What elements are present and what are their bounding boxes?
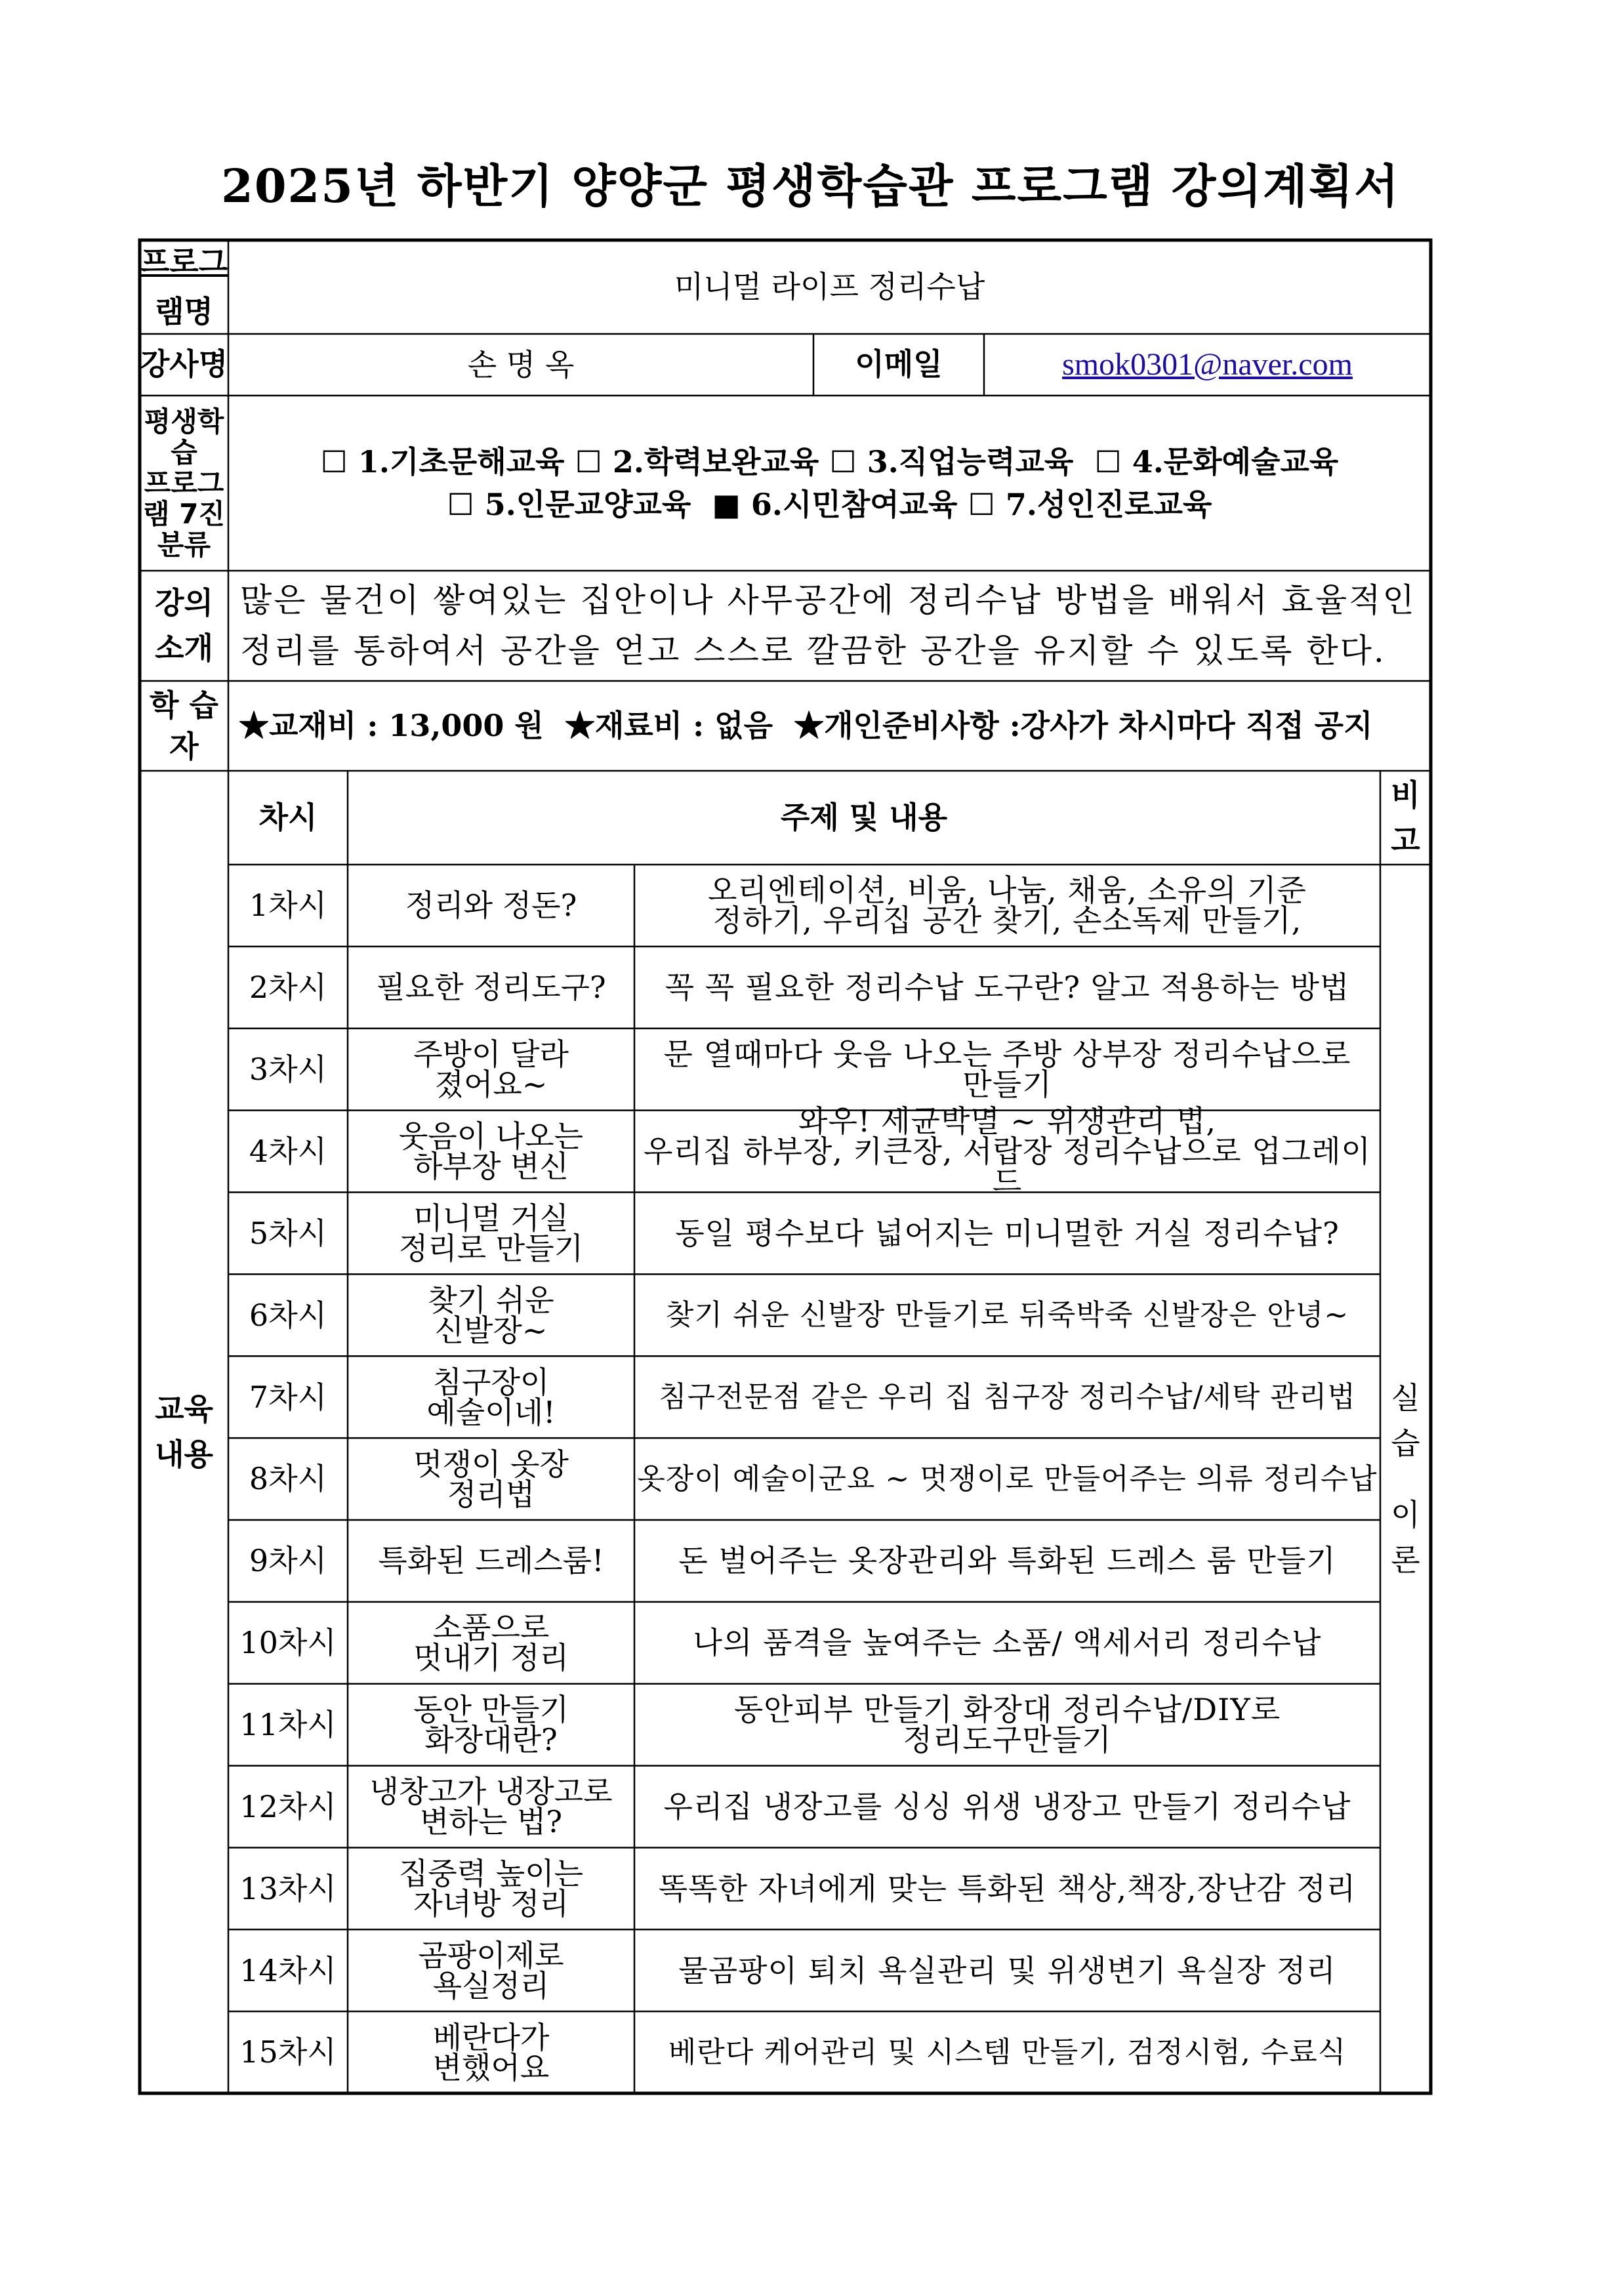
note-header (1380, 771, 1431, 865)
checkbox-icon: ☐ (829, 444, 857, 480)
category-option[interactable] (1094, 444, 1338, 480)
intro-label-line2: 소개 (155, 630, 213, 666)
session-title (348, 2011, 634, 2093)
session-title-line: 하부장 변신 (413, 1149, 569, 1185)
session-content-line: 베란다 케어관리 및 시스템 만들기, 검정시험, 수료식 (668, 2035, 1347, 2069)
content-label-line1: 교육 (155, 1391, 213, 1427)
session-content-line: 동일 평수보다 넓어지는 미니멀한 거실 정리수납? (675, 1215, 1340, 1251)
session-number: 14차시 (239, 1952, 337, 1988)
program-name-value: 미니멀 라이프 정리수납 (674, 268, 985, 304)
session-title-line: 동안 만들기 (413, 1692, 569, 1728)
session-title (348, 1356, 634, 1438)
session-title (348, 947, 634, 1029)
session-title-line: 예술이네! (426, 1394, 556, 1430)
remarks-cell (1380, 865, 1431, 2093)
session-content-line: 우리집 냉장고를 싱싱 위생 냉장고 만들기 정리수납 (663, 1788, 1351, 1824)
category-option[interactable] (575, 444, 819, 480)
session-title-line: 집중력 높이는 (398, 1855, 584, 1891)
session-content (634, 1847, 1380, 1929)
session-title-line: 자녀방 정리 (413, 1885, 569, 1921)
session-header: 차시 (258, 799, 318, 835)
session-content-line: 물곰팡이 퇴치 욕실관리 및 위생변기 욕실장 정리 (678, 1952, 1336, 1988)
session-number: 7차시 (249, 1379, 327, 1415)
session-title (348, 1111, 634, 1193)
session-number: 8차시 (249, 1461, 327, 1497)
session-title (348, 1274, 634, 1356)
note-header-line2: 고 (1391, 822, 1420, 858)
category-label-line1: 평생학 (144, 405, 224, 438)
intro-label-line1: 강의 (155, 585, 213, 621)
session-content (634, 1029, 1380, 1111)
session-title-line: 멋쟁이 옷장 (413, 1446, 569, 1482)
category-option[interactable] (712, 487, 957, 522)
session-content-line: 우리집 하부장, 키큰장, 서랍장 정리수납으로 업그레이드 (644, 1134, 1371, 1200)
topic-header: 주제 및 내용 (780, 799, 948, 835)
category-option[interactable] (447, 487, 691, 522)
session-title-line: 변하는 법? (419, 1803, 563, 1839)
session-title-line: 주방이 달라 (413, 1036, 569, 1073)
session-content-line: 만들기 (962, 1067, 1052, 1103)
checkbox-checked-icon: ■ (712, 486, 741, 522)
session-content-line: 찾기 쉬운 신발장 만들기로 뒤죽박죽 신발장은 안녕~ (665, 1298, 1349, 1332)
program-name-label-line2: 램명 (155, 293, 213, 329)
session-content-line: 정리도구만들기 (903, 1722, 1112, 1758)
session-content-line: 꼭 꼭 필요한 정리수납 도구란? 알고 적용하는 방법 (665, 970, 1350, 1006)
session-title (348, 1847, 634, 1929)
session-title (348, 1684, 634, 1766)
session-title-line: 욕실정리 (432, 1967, 550, 2003)
session-content (634, 2011, 1380, 2093)
checkbox-icon: ☐ (320, 444, 348, 480)
session-number: 2차시 (249, 970, 327, 1006)
session-title-line: 정리법 (447, 1476, 535, 1512)
session-title-line: 정리와 정돈? (405, 888, 577, 924)
session-number: 3차시 (249, 1052, 327, 1088)
content-label-line2: 내용 (155, 1437, 213, 1472)
session-title-line: 웃음이 나오는 (398, 1118, 584, 1155)
session-title-line: 냉창고가 냉장고로 (369, 1773, 613, 1809)
session-content (634, 1438, 1380, 1520)
session-content-line: 침구전문점 같은 우리 집 침구장 정리수납/세탁 관리법 (659, 1380, 1356, 1414)
learner-label-line1: 학 습 (150, 687, 218, 724)
session-title-line: 변했어요 (432, 2049, 550, 2085)
category-line-1 (321, 441, 1339, 483)
checkbox-icon: ☐ (1094, 444, 1122, 480)
session-title (348, 1192, 634, 1274)
session-title (348, 1602, 634, 1684)
session-number: 1차시 (249, 888, 327, 924)
category-line-2 (447, 483, 1212, 525)
session-content (634, 947, 1380, 1029)
email-link[interactable]: smok0301@naver.com (1062, 346, 1353, 382)
session-content-line: 나의 품격을 높여주는 소품/ 액세서리 정리수납 (693, 1625, 1322, 1661)
instructor-name: 손 명 옥 (467, 346, 575, 382)
intro-text-line2: 정리를 통하여서 공간을 얻고 스스로 깔끔한 공간을 유지할 수 있도록 한다. (240, 632, 1386, 670)
checkbox-icon: ☐ (968, 486, 995, 522)
learner-label (140, 681, 228, 771)
session-content-line: 문 열때마다 웃음 나오는 주방 상부장 정리수납으로 (663, 1036, 1351, 1073)
session-title-line: 졌어요~ (434, 1067, 548, 1103)
session-number: 6차시 (249, 1297, 327, 1333)
instructor-label: 강사명 (140, 346, 228, 382)
session-title-line: 화장대란? (424, 1722, 558, 1758)
intro-text (228, 571, 1431, 681)
session-title-line: 찾기 쉬운 (428, 1282, 554, 1318)
category-label-line5: 분류 (157, 529, 211, 562)
category-option-label: 4.문화예술교육 (1132, 444, 1339, 480)
session-content-line: 동안피부 만들기 화장대 정리수납/DIY로 (733, 1692, 1281, 1728)
session-title-line: 미니멀 거실 (413, 1200, 569, 1236)
intro-label (140, 571, 228, 681)
session-title-line: 곰팡이제로 (418, 1937, 564, 1973)
session-number: 12차시 (239, 1788, 337, 1824)
session-number: 15차시 (239, 2034, 337, 2070)
remarks-char: 실 (1391, 1380, 1420, 1416)
session-content (634, 1766, 1380, 1848)
session-number: 10차시 (239, 1625, 337, 1661)
category-label (140, 396, 228, 571)
session-content (634, 865, 1380, 947)
session-title-line: 소품으로 (432, 1610, 550, 1646)
learner-label-line2: 자 (169, 728, 199, 764)
category-label-line2: 습 (171, 436, 197, 468)
category-option[interactable] (321, 444, 565, 480)
session-content (634, 1602, 1380, 1684)
category-option[interactable] (968, 487, 1212, 522)
program-name-label (140, 240, 228, 334)
category-option-label: 5.인문교양교육 (484, 486, 691, 522)
session-content-line: 돈 벌어주는 옷장관리와 특화된 드레스 룸 만들기 (678, 1543, 1336, 1579)
session-content (634, 1520, 1380, 1602)
session-content (634, 1929, 1380, 2011)
session-number: 13차시 (239, 1870, 337, 1906)
checkbox-icon: ☐ (575, 444, 602, 480)
session-title (348, 865, 634, 947)
session-title-line: 특화된 드레스룸! (378, 1543, 604, 1579)
category-option-label: 6.시민참여교육 (750, 486, 958, 522)
session-title-line: 정리로 만들기 (398, 1230, 584, 1266)
remarks-char: 습 (1391, 1425, 1420, 1461)
session-content-line: 와우! 세균박멸 ~ 위생관리 법, (798, 1103, 1216, 1139)
category-label-line4: 램 7진 (143, 498, 225, 531)
session-content (634, 1684, 1380, 1766)
document-title: 2025년 하반기 양양군 평생학습관 프로그램 강의계획서 (221, 159, 1400, 213)
checkbox-icon: ☐ (447, 486, 474, 522)
session-content (634, 1274, 1380, 1356)
remarks-char: 론 (1391, 1542, 1420, 1578)
session-title (348, 1438, 634, 1520)
session-number: 11차시 (239, 1706, 337, 1742)
content-label (140, 771, 228, 2093)
session-content-line: 정하기, 우리집 공간 찾기, 손소독제 만들기, (712, 903, 1302, 939)
category-options (228, 396, 1431, 571)
session-content (634, 1356, 1380, 1438)
session-number: 4차시 (249, 1133, 327, 1169)
session-content-line: 옷장이 예술이군요 ~ 멋쟁이로 만들어주는 의류 정리수납 (637, 1462, 1378, 1496)
session-title-line: 침구장이 (432, 1364, 550, 1400)
category-option-label: 3.직업능력교육 (867, 444, 1074, 480)
program-name-label-line1: 프로그 (140, 244, 228, 280)
session-number: 5차시 (249, 1215, 327, 1251)
session-title-line: 신발장~ (434, 1312, 548, 1348)
session-content (634, 1103, 1380, 1200)
learner-info: ★교재비 : 13,000 원 ★재료비 : 없음 ★개인준비사항 :강사가 차시마다 직접 공지 (239, 708, 1373, 744)
category-label-line3: 프로그 (144, 466, 224, 499)
session-title-line: 베란다가 (432, 2019, 550, 2055)
category-option-label: 7.성인진로교육 (1005, 486, 1212, 522)
category-option-label: 1.기초문해교육 (358, 444, 565, 480)
intro-text-line1: 많은 물건이 쌓여있는 집안이나 사무공간에 정리수납 방법을 배워서 효율적인 (240, 581, 1416, 619)
category-option-label: 2.학력보완교육 (612, 444, 819, 480)
session-content-line: 오리엔테이션, 비움, 나눔, 채움, 소유의 기준 (707, 872, 1307, 909)
session-title (348, 1520, 634, 1602)
session-content-line: 똑똑한 자녀에게 맞는 특화된 책상,책장,장난감 정리 (658, 1870, 1357, 1906)
category-option[interactable] (830, 444, 1074, 480)
session-title (348, 1929, 634, 2011)
email-label: 이메일 (855, 346, 943, 382)
remarks-char: 이 (1391, 1496, 1420, 1532)
session-number: 9차시 (249, 1543, 327, 1579)
session-title (348, 1029, 634, 1111)
session-content (634, 1192, 1380, 1274)
session-title (348, 1766, 634, 1848)
note-header-line1: 비 (1391, 777, 1420, 813)
session-title-line: 필요한 정리도구? (376, 970, 606, 1006)
session-title-line: 멋내기 정리 (413, 1640, 569, 1676)
email-cell (984, 334, 1431, 396)
